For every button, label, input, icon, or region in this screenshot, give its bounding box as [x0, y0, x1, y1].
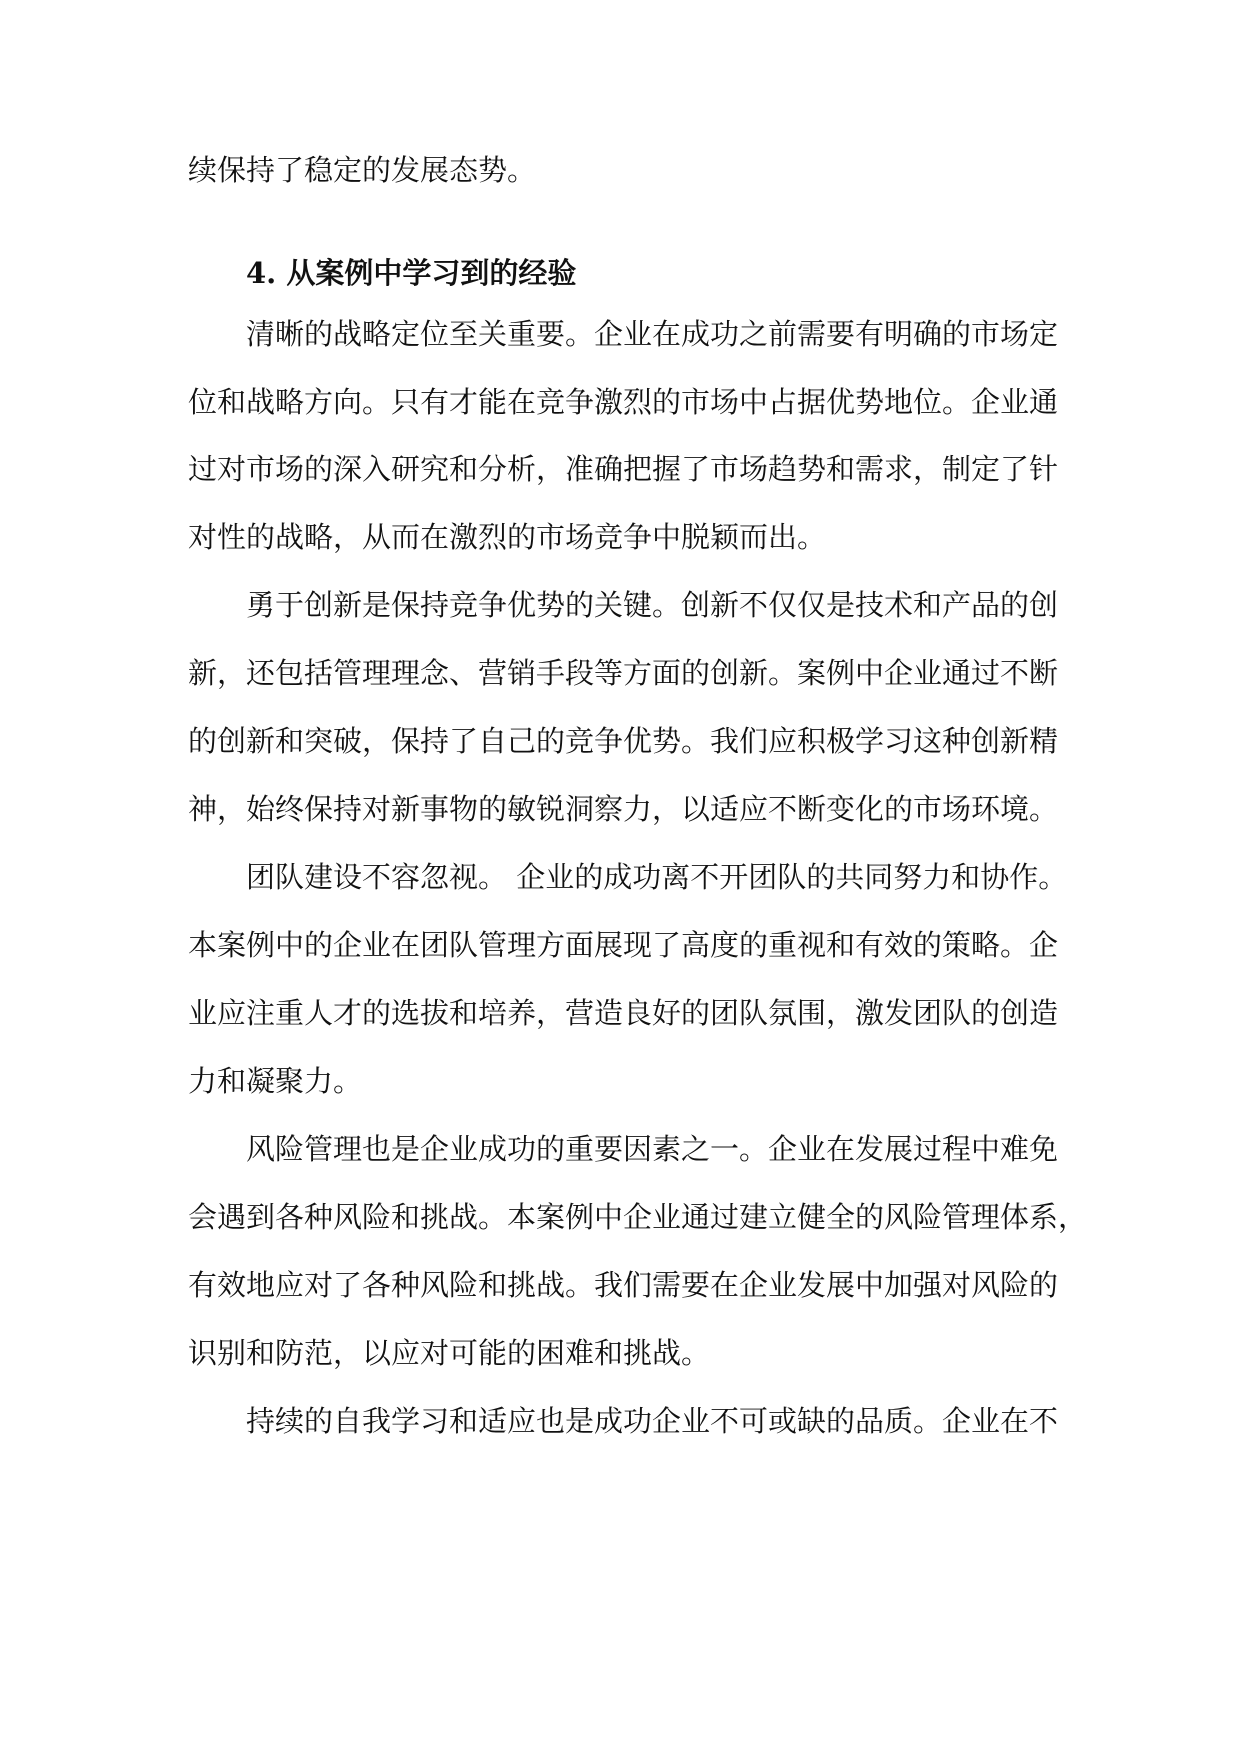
- paragraph-line: 续保持了稳定的发展态势。: [188, 153, 537, 187]
- paragraph-line: 过对市场的深入研究和分析，准确把握了市场趋势和需求，制定了针: [188, 452, 1059, 486]
- paragraph-line: 持续的自我学习和适应也是成功企业不可或缺的品质。企业在不: [246, 1404, 1059, 1438]
- paragraph-line: 识别和防范，以应对可能的困难和挑战。: [188, 1336, 711, 1370]
- section-heading: 4. 从案例中学习到的经验: [246, 256, 577, 290]
- paragraph-line: 力和凝聚力。: [188, 1064, 363, 1098]
- paragraph-line: 勇于创新是保持竞争优势的关键。创新不仅仅是技术和产品的创: [246, 588, 1059, 622]
- paragraph-line: 团队建设不容忽视。 企业的成功离不开团队的共同努力和协作。: [246, 860, 1068, 894]
- paragraph-line: 的创新和突破，保持了自己的竞争优势。我们应积极学习这种创新精: [188, 724, 1059, 758]
- paragraph-line: 神，始终保持对新事物的敏锐洞察力，以适应不断变化的市场环境。: [188, 792, 1059, 826]
- paragraph-line: 风险管理也是企业成功的重要因素之一。企业在发展过程中难免: [246, 1132, 1059, 1166]
- paragraph-line: 清晰的战略定位至关重要。企业在成功之前需要有明确的市场定: [246, 317, 1059, 351]
- paragraph-line: 业应注重人才的选拔和培养，营造良好的团队氛围，激发团队的创造: [188, 996, 1059, 1030]
- paragraph-line: 会遇到各种风险和挑战。本案例中企业通过建立健全的风险管理体系，: [188, 1200, 1088, 1234]
- paragraph-line: 有效地应对了各种风险和挑战。我们需要在企业发展中加强对风险的: [188, 1268, 1059, 1302]
- paragraph-line: 新，还包括管理理念、营销手段等方面的创新。案例中企业通过不断: [188, 656, 1059, 690]
- paragraph-line: 对性的战略，从而在激烈的市场竞争中脱颖而出。: [188, 520, 827, 554]
- paragraph-line: 本案例中的企业在团队管理方面展现了高度的重视和有效的策略。企: [188, 928, 1059, 962]
- paragraph-line: 位和战略方向。只有才能在竞争激烈的市场中占据优势地位。企业通: [188, 385, 1059, 419]
